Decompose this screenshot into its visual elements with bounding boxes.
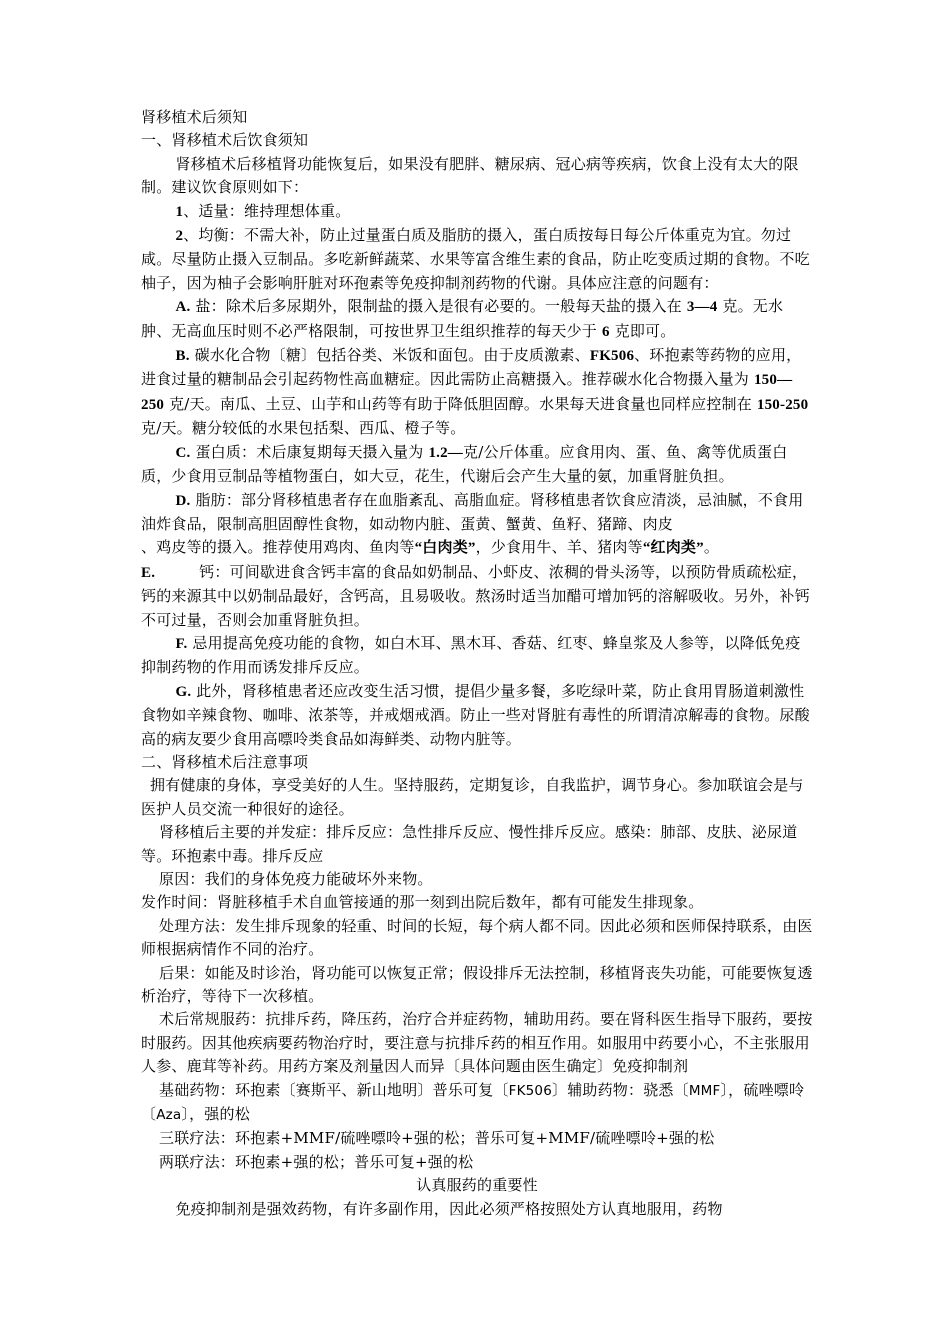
item-c-text-2: 克/公斤体重。应食用肉、蛋、鱼、禽等优质蛋白质，少食用豆制品等植物蛋白，如大豆，花生，代谢后会产生大量的氨，加重肾脏负担。 [141, 442, 788, 486]
item-a-num-2: 6 [601, 323, 610, 340]
item-d-quote-2: “红肉类” [642, 540, 704, 557]
item-b-label: B. [175, 348, 190, 365]
section-2-subheading: 认真服药的重要性 [416, 1176, 538, 1195]
item-d-text-1: 脂肪：部分肾移植患者存在血脂紊乱、高脂血症。肾移植患者饮食应清淡，忌油腻，不食用油炸食品，限制高胆固醇性食物，如动物内脏、蛋黄、蟹黄、鱼籽、猪蹄、肉皮 [141, 490, 804, 533]
item-c-text-1: 蛋白质：术后康复期每天摄入量为 [190, 442, 429, 461]
item-d-text-2: 、鸡皮等的摄入。推荐使用鸡肉、鱼肉等 [141, 538, 415, 557]
principle-1-text: 、适量：维持理想体重。 [183, 201, 351, 220]
para-8-text-3: 〕，硫唑嘌呤〔 [141, 1080, 805, 1124]
section-1-heading: 一、肾移植术后饮食须知 [141, 131, 309, 150]
item-d-fat [141, 489, 813, 537]
item-g-text: 此外，肾移植患者还应改变生活习惯，提倡少量多餐，多吃绿叶菜，防止食用胃肠道刺激性食物如辛辣食物、咖啡、浓茶等，并戒烟戒酒。防止一些对肾脏有毒性的所谓清凉解毒的食物。尿酸高的病友要少食用高嘌呤类食品如海鲜类、动物内脏等。 [141, 681, 810, 748]
section-2-para-10: 两联疗法：环抱素+强的松；普乐可复+强的松 [159, 1152, 474, 1171]
item-e-label: E. [141, 564, 156, 581]
item-a-text-1: 盐：除术后多尿期外，限制盐的摄入是很有必要的。一般每天盐的摄入在 [190, 297, 687, 316]
section-1-intro: 肾移植术后移植肾功能恢复后，如果没有肥胖、糖尿病、冠心病等疾病，饮食上没有太大的限制。建议饮食原则如下： [141, 154, 799, 197]
section-2-para-6: 后果：如能及时诊治，肾功能可以恢复正常；假设排斥无法控制，移植肾丧失功能，可能要恢复透析治疗，等待下一次移植。 [141, 963, 813, 1006]
para-8-num-1: FK506 [508, 1082, 552, 1099]
item-b-text-2: 、环抱素等药物的应用，进食过量的糖制品会引起药物性高血糖症。因此需防止高糖摄入。推荐碳水化合物摄入量为 [141, 346, 802, 389]
section-2-para-2: 肾移植后主要的并发症：排斥反应：急性排斥反应、慢性排斥反应。感染：肺部、皮肤、泌尿道等。环抱素中毒。排斥反应 [141, 823, 798, 865]
item-b-num-1: FK506 [589, 348, 635, 365]
section-2-para-3: 原因：我们的身体免疫力能破坏外来物。 [159, 870, 433, 888]
item-b-text-1: 碳水化合物〔糖〕包括谷类、米饭和面包。由于皮质激素、 [189, 346, 590, 365]
section-2-para-1: 拥有健康的身体，享受美好的人生。坚持服药，定期复诊，自我监护，调节身心。参加联谊会是与医护人员交流一种很好的途径。 [141, 776, 804, 818]
document-body [141, 106, 813, 1221]
para-8-text-2: 〕辅助药物：骁悉〔 [552, 1080, 689, 1099]
section-2-para-11: 免疫抑制剂是强效药物，有许多副作用，因此必须严格按照处方认真地服用，药物 [175, 1199, 723, 1218]
item-f-immune-foods [141, 632, 813, 680]
item-c-protein [141, 441, 813, 489]
section-2-para-5: 处理方法：发生排斥现象的轻重、时间的长短，每个病人都不同。因此必须和医师保持联系，由医师根据病情作不同的治疗。 [141, 916, 813, 959]
principle-2 [141, 224, 813, 295]
item-e-calcium [141, 561, 813, 632]
item-d-label: D. [175, 492, 191, 509]
section-2-para-7: 术后常规服药：抗排斥药，降压药，治疗合并症药物，辅助用药。要在肾科医生指导下服药，要按时服药。因其他疾病要药物治疗时，要注意与抗排斥药的相互作用。如服用中药要小心，不主张服用人参、鹿茸等补药。用药方案及剂量因人而异〔具体问题由医生确定〕免疫抑制剂 [141, 1010, 813, 1076]
item-f-label: F. [175, 635, 188, 652]
item-c-num-1: 1.2— [428, 444, 463, 461]
item-d-continuation [141, 536, 813, 560]
item-b-carbohydrate [141, 344, 813, 441]
item-b-text-3: 克/天。南瓜、土豆、山芋和山药等有助于降低胆固醇。水果每天进食量也同样应控制在 [164, 394, 757, 413]
item-b-num-2: 150—250 [141, 372, 793, 413]
item-g-habits [141, 680, 813, 751]
section-2-para-8 [141, 1079, 813, 1128]
item-a-salt [141, 295, 813, 344]
para-8-text-1: 基础药物：环抱素〔赛斯平、新山地明〕普乐可复〔 [159, 1080, 509, 1099]
item-a-num-1: 3—4 [686, 299, 718, 316]
principle-1-label: 1 [175, 203, 184, 220]
item-b-num-3: 150-250 [756, 396, 809, 413]
item-g-label: G. [175, 683, 192, 700]
para-8-num-2: MMF [688, 1082, 721, 1099]
item-b-text-4: 克/天。糖分较低的水果包括梨、西瓜、橙子等。 [141, 419, 466, 438]
item-e-text: 钙：可间歇进食含钙丰富的食品如奶制品、小虾皮、浓稠的骨头汤等，以预防骨质疏松症，钙的来源其中以奶制品最好，含钙高，且易吸收。熬汤时适当加醋可增加钙的溶解吸收。另外，补钙不可过量，否则会加重肾脏负担。 [141, 562, 810, 629]
item-a-text-2: 克。无水肿、无高血压时则不必严格限制，可按世界卫生组织推荐的每天少于 [141, 297, 784, 340]
item-a-text-3: 克即可。 [609, 321, 676, 340]
section-2-heading: 二、肾移植术后注意事项 [141, 752, 309, 771]
para-8-num-3: Aza [156, 1107, 182, 1124]
item-d-quote-1: “白肉类” [414, 540, 476, 557]
para-8-text-4: 〕，强的松 [181, 1105, 250, 1124]
section-2-para-9: 三联疗法：环抱素+MMF/硫唑嘌呤+强的松；普乐可复+MMF/硫唑嘌呤+强的松 [159, 1129, 715, 1148]
principle-2-label: 2 [175, 228, 184, 245]
item-d-text-4: 。 [703, 538, 720, 557]
item-a-label: A. [175, 299, 191, 316]
principle-1 [141, 200, 813, 224]
item-f-text: 忌用提高免疫功能的食物，如白木耳、黑木耳、香菇、红枣、蜂皇浆及人参等，以降低免疫抑制药物的作用而诱发排斥反应。 [141, 633, 801, 677]
section-2-para-4: 发作时间：肾脏移植手术自血管接通的那一刻到出院后数年，都有可能发生排现象。 [141, 893, 704, 912]
principle-2-text: 、均衡：不需大补，防止过量蛋白质及脂肪的摄入，蛋白质按每日每公斤体重克为宜。勿过咸。尽量防止摄入豆制品。多吃新鲜蔬菜、水果等富含维生素的食品，防止吃变质过期的食物。不吃柚子，因为柚子会影响肝脏对环孢素等免疫抑制剂药物的代谢。具体应注意的问题有： [141, 226, 810, 292]
item-d-text-3: ，少食用牛、羊、猪肉等 [475, 538, 643, 557]
document-title: 肾移植术后须知 [141, 108, 248, 126]
item-c-label: C. [175, 444, 191, 461]
